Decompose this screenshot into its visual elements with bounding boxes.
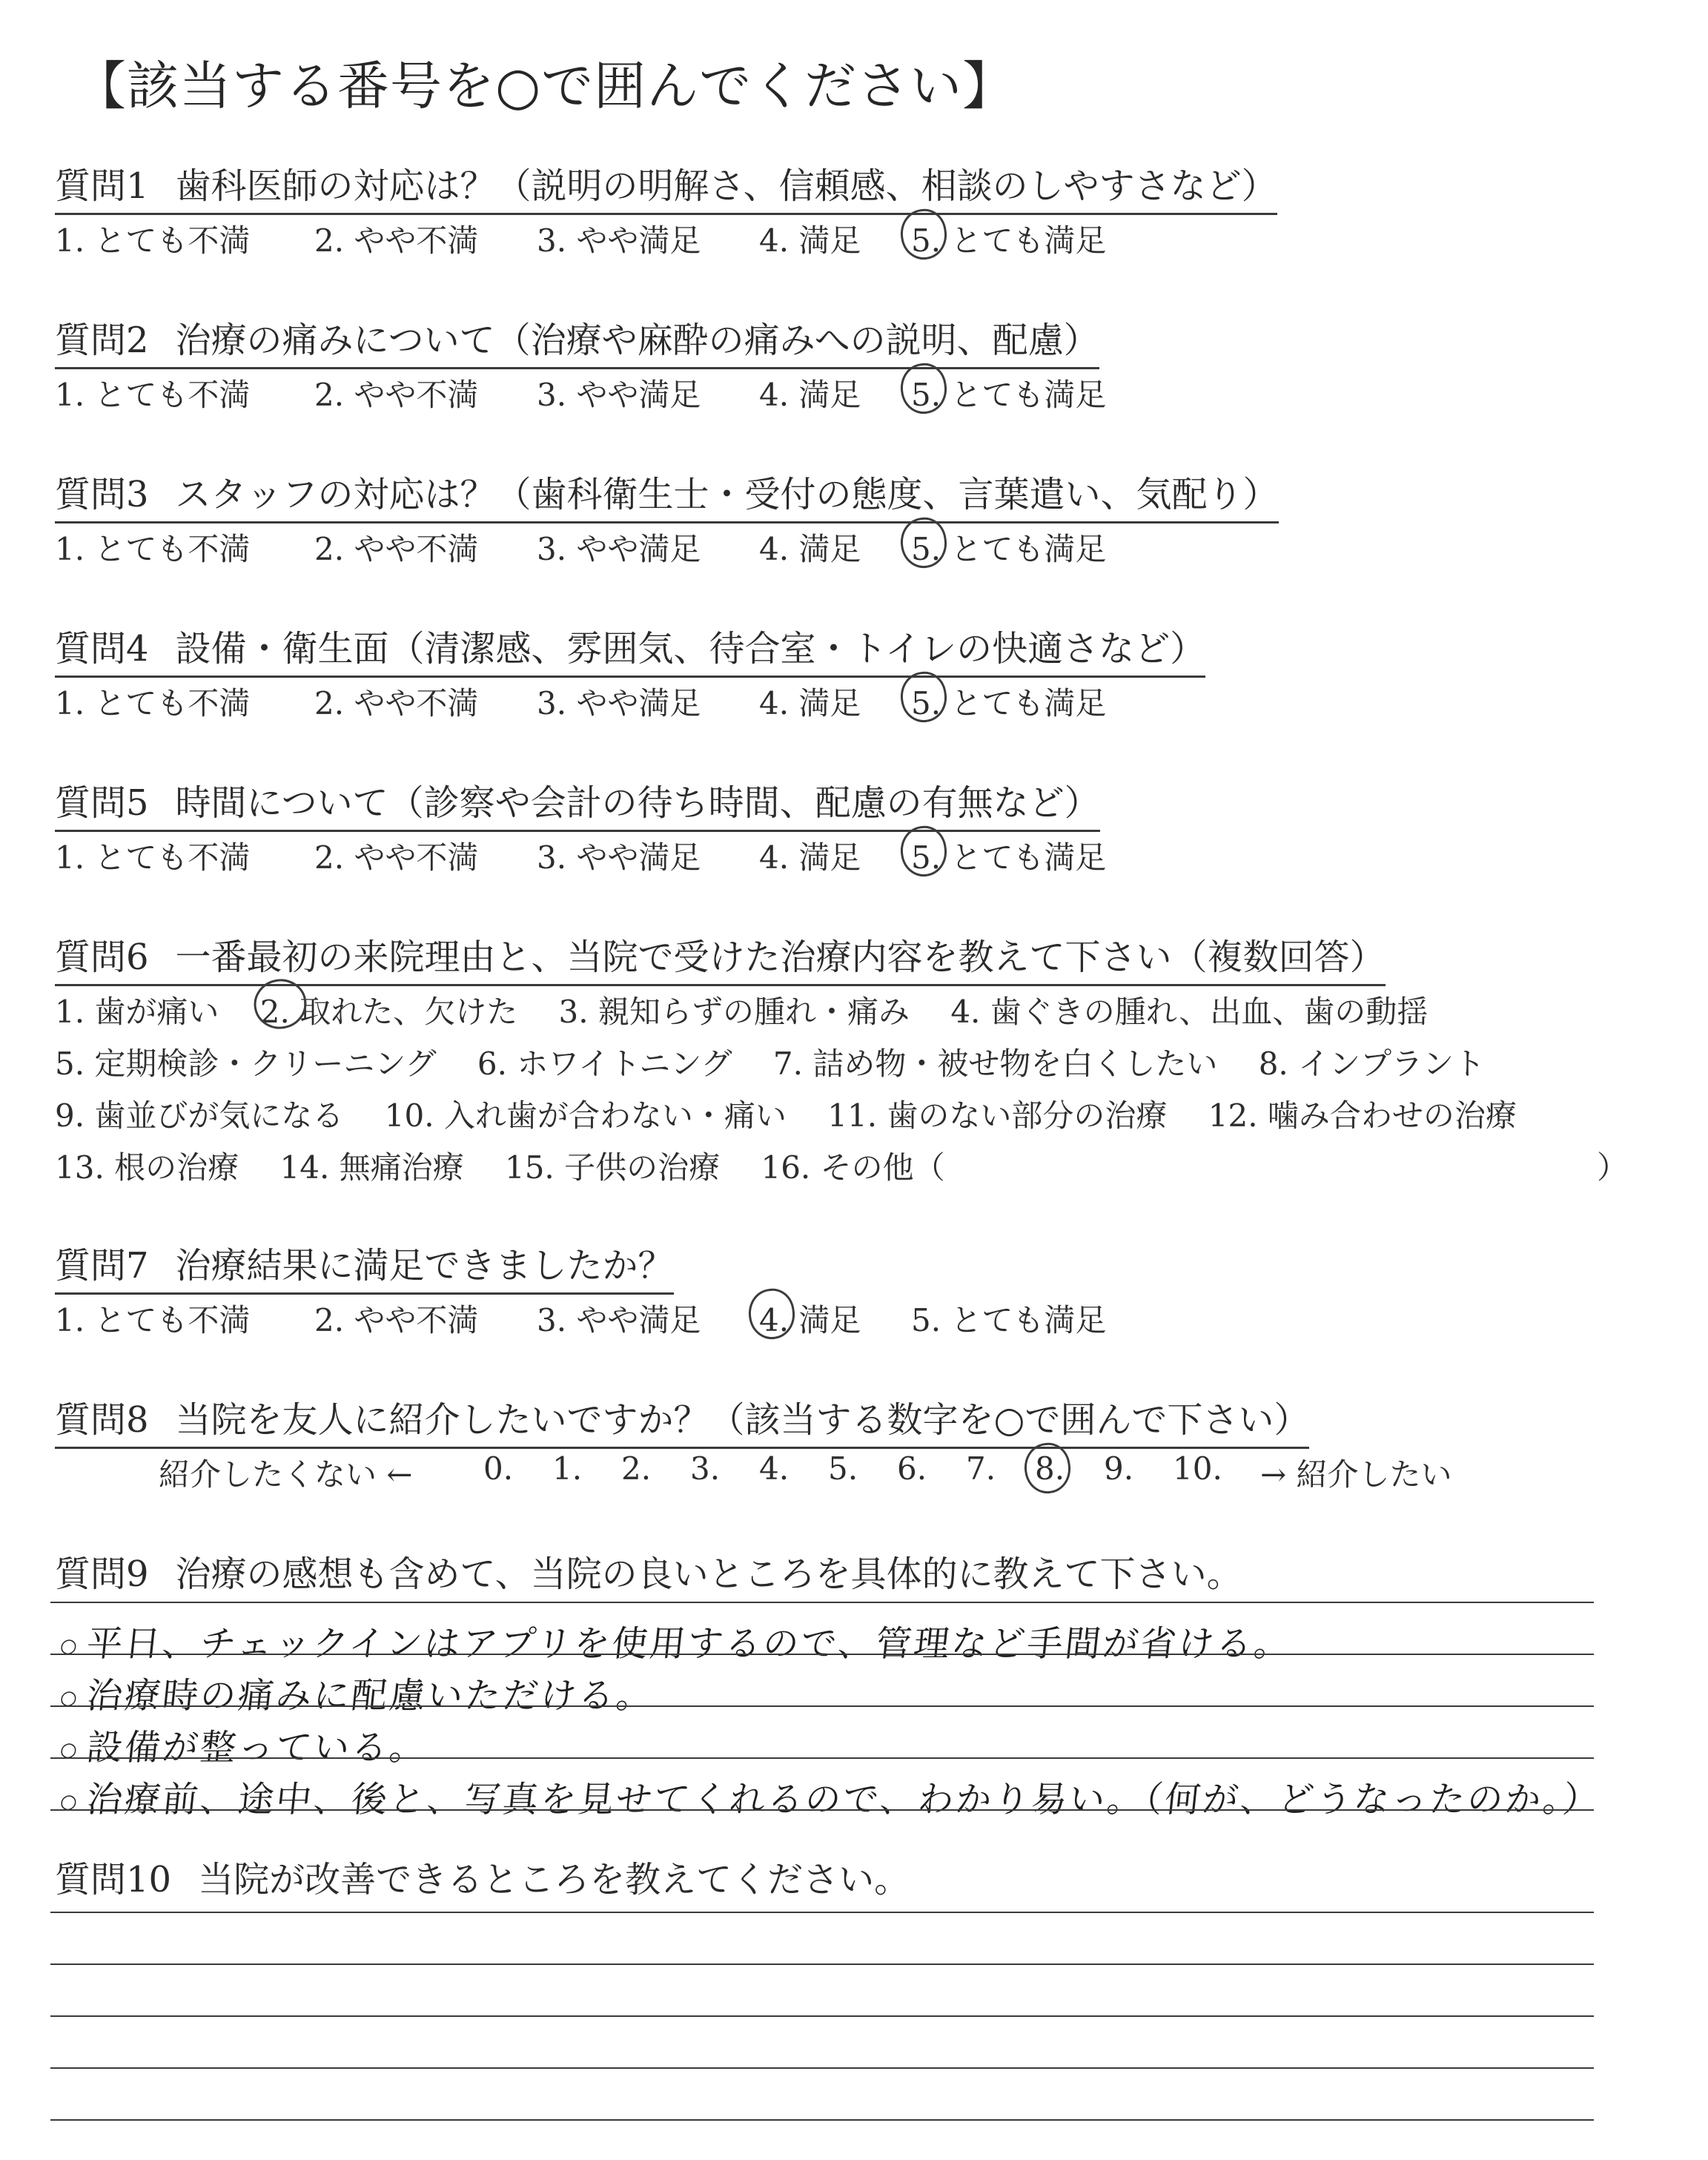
option-2[interactable]: 2. やや不満	[314, 839, 479, 876]
question-number: 質問2	[55, 320, 149, 361]
handwritten-answer-3	[58, 1719, 430, 1770]
handwritten-answer-4	[58, 1771, 1603, 1822]
question-text: 治療の痛みについて（治療や麻酔の痛みへの説明、配慮）	[175, 320, 1099, 361]
scale-10[interactable]: 10.	[1173, 1450, 1222, 1487]
question-text: 設備・衛生面（清潔感、雰囲気、待合室・トイレの快適さなど）	[175, 628, 1206, 670]
bullet: ○	[59, 1739, 81, 1761]
answer-text: 治療時の痛みに配慮いただける。	[85, 1675, 657, 1717]
question-text: 当院を友人に紹介したいですか？（該当する数字を○で囲んで下さい）	[175, 1399, 1310, 1441]
answer-text: 設備が整っている。	[85, 1727, 430, 1768]
option-5-circled[interactable]: 5. とても満足	[911, 217, 1106, 261]
question-number: 質問8	[55, 1399, 149, 1441]
answer-line[interactable]	[50, 2015, 1594, 2017]
answer-text: 平日、チェックインはアプリを使用するので、管理など手間が省ける。	[85, 1623, 1294, 1665]
question-number: 質問6	[55, 937, 149, 978]
option-3[interactable]: 3. やや満足	[537, 839, 701, 876]
option-4[interactable]: 4. 満足	[759, 685, 861, 721]
scale-right-label: → 紹介したい	[1260, 1456, 1452, 1493]
treatment-options-row-4[interactable]: 13. 根の治療 14. 無痛治療 15. 子供の治療 16. その他（	[55, 1149, 945, 1186]
treatment-options-row-1[interactable]: 1. 歯が痛い 2. 取れた、欠けた 3. 親知らずの腫れ・痛み 4. 歯ぐきの腫れ、出血、歯の動揺	[55, 994, 1429, 1030]
question-number: 質問3	[55, 474, 149, 515]
option-3[interactable]: 3. やや満足	[537, 377, 701, 413]
scale-2[interactable]: 2.	[621, 1450, 652, 1487]
other-close-paren: ）	[1597, 1149, 1629, 1186]
option-3[interactable]: 3. やや満足	[537, 685, 701, 721]
option-5-circled[interactable]: 5. とても満足	[911, 525, 1106, 569]
answer-line	[50, 1705, 1594, 1707]
treatment-options-row-3[interactable]: 9. 歯並びが気になる 10. 入れ歯が合わない・痛い 11. 歯のない部分の治療 12. 噛み合わせの治療	[55, 1097, 1517, 1134]
question-text: 治療結果に満足できましたか？	[175, 1245, 674, 1287]
scale-5[interactable]: 5.	[828, 1450, 858, 1487]
option-5-circled[interactable]: 5. とても満足	[911, 833, 1106, 878]
scale-8-circled[interactable]: 8.	[1035, 1450, 1065, 1487]
question-number: 質問7	[55, 1245, 149, 1287]
scale-9[interactable]: 9.	[1104, 1450, 1134, 1487]
option-3[interactable]: 3. やや満足	[537, 1302, 701, 1338]
option-1[interactable]: 1. とても不満	[55, 222, 251, 259]
bullet: ○	[59, 1635, 81, 1657]
circle-mark-option-2	[251, 976, 310, 1032]
answer-line[interactable]	[50, 1912, 1594, 1913]
scale-left-label: 紹介したくない ←	[159, 1456, 413, 1493]
question-number: 質問5	[55, 782, 149, 824]
option-1[interactable]: 1. とても不満	[55, 531, 251, 567]
answer-line	[50, 1602, 1594, 1603]
question-heading	[55, 774, 1100, 832]
scale-6[interactable]: 6.	[897, 1450, 927, 1487]
answer-line	[50, 1809, 1594, 1811]
question-heading	[55, 1851, 910, 1906]
question-text: 歯科医師の対応は？（説明の明解さ、信頼感、相談のしやすさなど）	[175, 165, 1277, 207]
question-heading	[55, 157, 1277, 215]
question-text: 当院が改善できるところを教えてください。	[198, 1859, 910, 1900]
handwritten-answer-2	[58, 1667, 657, 1718]
bullet: ○	[59, 1687, 81, 1709]
option-3[interactable]: 3. やや満足	[537, 531, 701, 567]
option-4[interactable]: 4. 満足	[759, 531, 861, 567]
option-3[interactable]: 3. やや満足	[537, 222, 701, 259]
treatment-options-row-2[interactable]: 5. 定期検診・クリーニング 6. ホワイトニング 7. 詰め物・被せ物を白くしたい 8. インプラント	[55, 1046, 1486, 1082]
answer-line	[50, 1654, 1594, 1655]
scale-1[interactable]: 1.	[552, 1450, 583, 1487]
question-text: 一番最初の来院理由と、当院で受けた治療内容を教えて下さい（複数回答）	[175, 937, 1386, 978]
bullet: ○	[59, 1791, 81, 1813]
question-text: スタッフの対応は？（歯科衛生士・受付の態度、言葉遣い、気配り）	[175, 474, 1279, 515]
question-heading	[55, 466, 1279, 524]
question-heading	[55, 620, 1205, 678]
scale-4[interactable]: 4.	[759, 1450, 790, 1487]
handwritten-answer-1	[58, 1615, 1294, 1666]
answer-line	[50, 1757, 1594, 1759]
question-number: 質問1	[55, 165, 149, 207]
question-number: 質問10	[55, 1859, 172, 1900]
question-text: 時間について（診察や会計の待ち時間、配慮の有無など）	[175, 782, 1100, 824]
option-2[interactable]: 2. やや不満	[314, 377, 479, 413]
option-5-circled[interactable]: 5. とても満足	[911, 371, 1106, 415]
option-1[interactable]: 1. とても不満	[55, 1302, 251, 1338]
answer-line[interactable]	[50, 2119, 1594, 2121]
option-4[interactable]: 4. 満足	[759, 839, 861, 876]
question-number: 質問4	[55, 628, 149, 670]
page-title: 【該当する番号を○で囲んでください】	[74, 56, 1016, 116]
option-1[interactable]: 1. とても不満	[55, 377, 251, 413]
question-text: 治療の感想も含めて、当院の良いところを具体的に教えて下さい。	[175, 1553, 1242, 1595]
option-4[interactable]: 4. 満足	[759, 377, 861, 413]
question-heading	[55, 311, 1099, 369]
option-1[interactable]: 1. とても不満	[55, 685, 251, 721]
option-5[interactable]: 5. とても満足	[911, 1302, 1107, 1338]
option-2[interactable]: 2. やや不満	[314, 222, 479, 259]
option-2[interactable]: 2. やや不満	[314, 531, 479, 567]
answer-text: 治療前、途中、後と、写真を見せてくれるので、わかり易い。（何が、どうなったのか。）	[85, 1779, 1603, 1820]
answer-line[interactable]	[50, 1964, 1594, 1965]
option-4-circled[interactable]: 4. 満足	[759, 1296, 861, 1341]
option-2[interactable]: 2. やや不満	[314, 685, 479, 721]
option-4[interactable]: 4. 満足	[759, 222, 861, 259]
option-2[interactable]: 2. やや不満	[314, 1302, 479, 1338]
question-heading	[55, 1391, 1309, 1449]
question-number: 質問9	[55, 1553, 149, 1595]
question-heading	[55, 1237, 674, 1295]
option-1[interactable]: 1. とても不満	[55, 839, 251, 876]
option-5-circled[interactable]: 5. とても満足	[911, 679, 1106, 724]
scale-7[interactable]: 7.	[966, 1450, 996, 1487]
answer-line[interactable]	[50, 2067, 1594, 2069]
scale-0[interactable]: 0.	[483, 1450, 514, 1487]
scale-3[interactable]: 3.	[690, 1450, 721, 1487]
question-heading	[55, 1545, 1242, 1601]
